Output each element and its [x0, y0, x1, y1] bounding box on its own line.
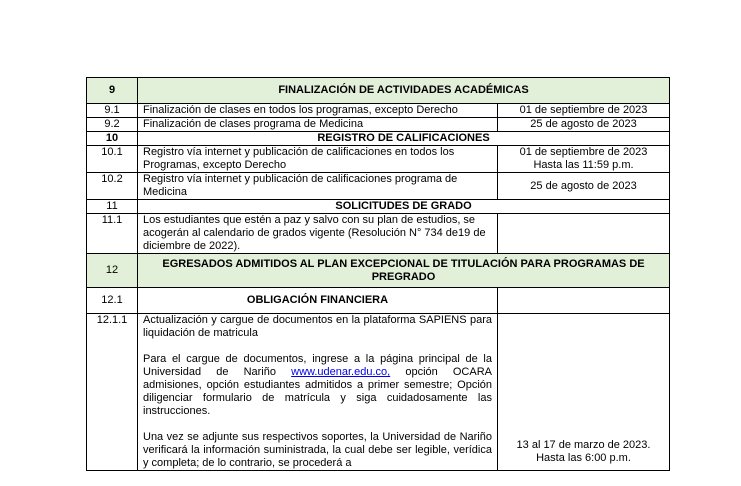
- row-number: 12.1: [87, 288, 138, 314]
- row-number: 11.1: [87, 214, 138, 254]
- table-row-10-1: [87, 146, 670, 173]
- row-number: 11: [87, 200, 138, 214]
- row-number: 12.1.1: [87, 314, 138, 471]
- date-cell: [498, 214, 670, 254]
- section-row-10: [87, 132, 670, 146]
- paragraph-2: [143, 353, 492, 418]
- section-title: FINALIZACIÓN DE ACTIVIDADES ACADÉMICAS: [138, 78, 670, 104]
- activity-text: [138, 314, 498, 471]
- row-number: 9.2: [87, 118, 138, 132]
- paragraph-2-end: opción OCARA admisiones, opción estudiantes admitidos a primer semestre; Opción diligenciar formulario de matrícula y siga cuidadosamente las instrucciones.: [143, 366, 492, 417]
- section-title: EGRESADOS ADMITIDOS AL PLAN EXCEPCIONAL DE TITULACIÓN PARA PROGRAMAS DE PREGRADO: [138, 254, 670, 288]
- date-cell: 25 de agosto de 2023: [498, 118, 670, 132]
- date-cell: [498, 314, 670, 471]
- table-row-9-1: [87, 104, 670, 118]
- udenar-link[interactable]: www.udenar.edu.co,: [291, 366, 391, 378]
- paragraph-3: Una vez se adjunte sus respectivos soportes, la Universidad de Nariño verificará la información suministrada, la cual debe ser legible, verídica y completa; de lo contrario, se procederá a: [143, 431, 492, 469]
- paragraph-2-start: Para el cargue de documentos, ingrese a la página principal de la Universidad de Nariño: [143, 353, 492, 378]
- activity-text: Finalización de clases en todos los programas, excepto Derecho: [138, 104, 498, 118]
- activity-text: Registro vía internet y publicación de calificaciones programa de Medicina: [138, 173, 498, 200]
- table-row-11-1: [87, 214, 670, 254]
- section-row-9: [87, 78, 670, 104]
- row-number: 10.2: [87, 173, 138, 200]
- subsection-title: OBLIGACIÓN FINANCIERA: [138, 288, 498, 314]
- row-number: 10.1: [87, 146, 138, 173]
- subsection-row-12-1: [87, 288, 670, 314]
- section-title: SOLICITUDES DE GRADO: [138, 200, 670, 214]
- section-title: REGISTRO DE CALIFICACIONES: [138, 132, 670, 146]
- paragraph-1: Actualización y cargue de documentos en la plataforma SAPIENS para liquidación de matricula: [143, 314, 492, 339]
- activity-text: Registro vía internet y publicación de calificaciones en todos los Programas, excepto Derecho: [138, 146, 498, 173]
- row-number: 9.1: [87, 104, 138, 118]
- date-cell: 01 de septiembre de 2023: [498, 104, 670, 118]
- activity-text: Finalización de clases programa de Medicina: [138, 118, 498, 132]
- row-number: 12: [87, 254, 138, 288]
- activity-text: Los estudiantes que estén a paz y salvo con su plan de estudios, se acogerán al calendario de grados vigente (Resolución N° 734 de19 de diciembre de 2022).: [138, 214, 498, 254]
- date-cell: [498, 146, 670, 173]
- table-row-10-2: [87, 173, 670, 200]
- time-text: Hasta las 6:00 p.m.: [536, 452, 631, 464]
- time-text: Hasta las 11:59 p.m.: [533, 159, 634, 171]
- row-number: 9: [87, 78, 138, 104]
- section-row-11: [87, 200, 670, 214]
- row-number: 10: [87, 132, 138, 146]
- date-cell: [498, 288, 670, 314]
- table-row-9-2: [87, 118, 670, 132]
- date-cell: 25 de agosto de 2023: [498, 173, 670, 200]
- date-text: 13 al 17 de marzo de 2023.: [516, 439, 651, 451]
- section-row-12: [87, 254, 670, 288]
- academic-calendar-table: [86, 77, 670, 471]
- table-row-12-1-1: [87, 314, 670, 471]
- date-text: 01 de septiembre de 2023: [519, 146, 648, 158]
